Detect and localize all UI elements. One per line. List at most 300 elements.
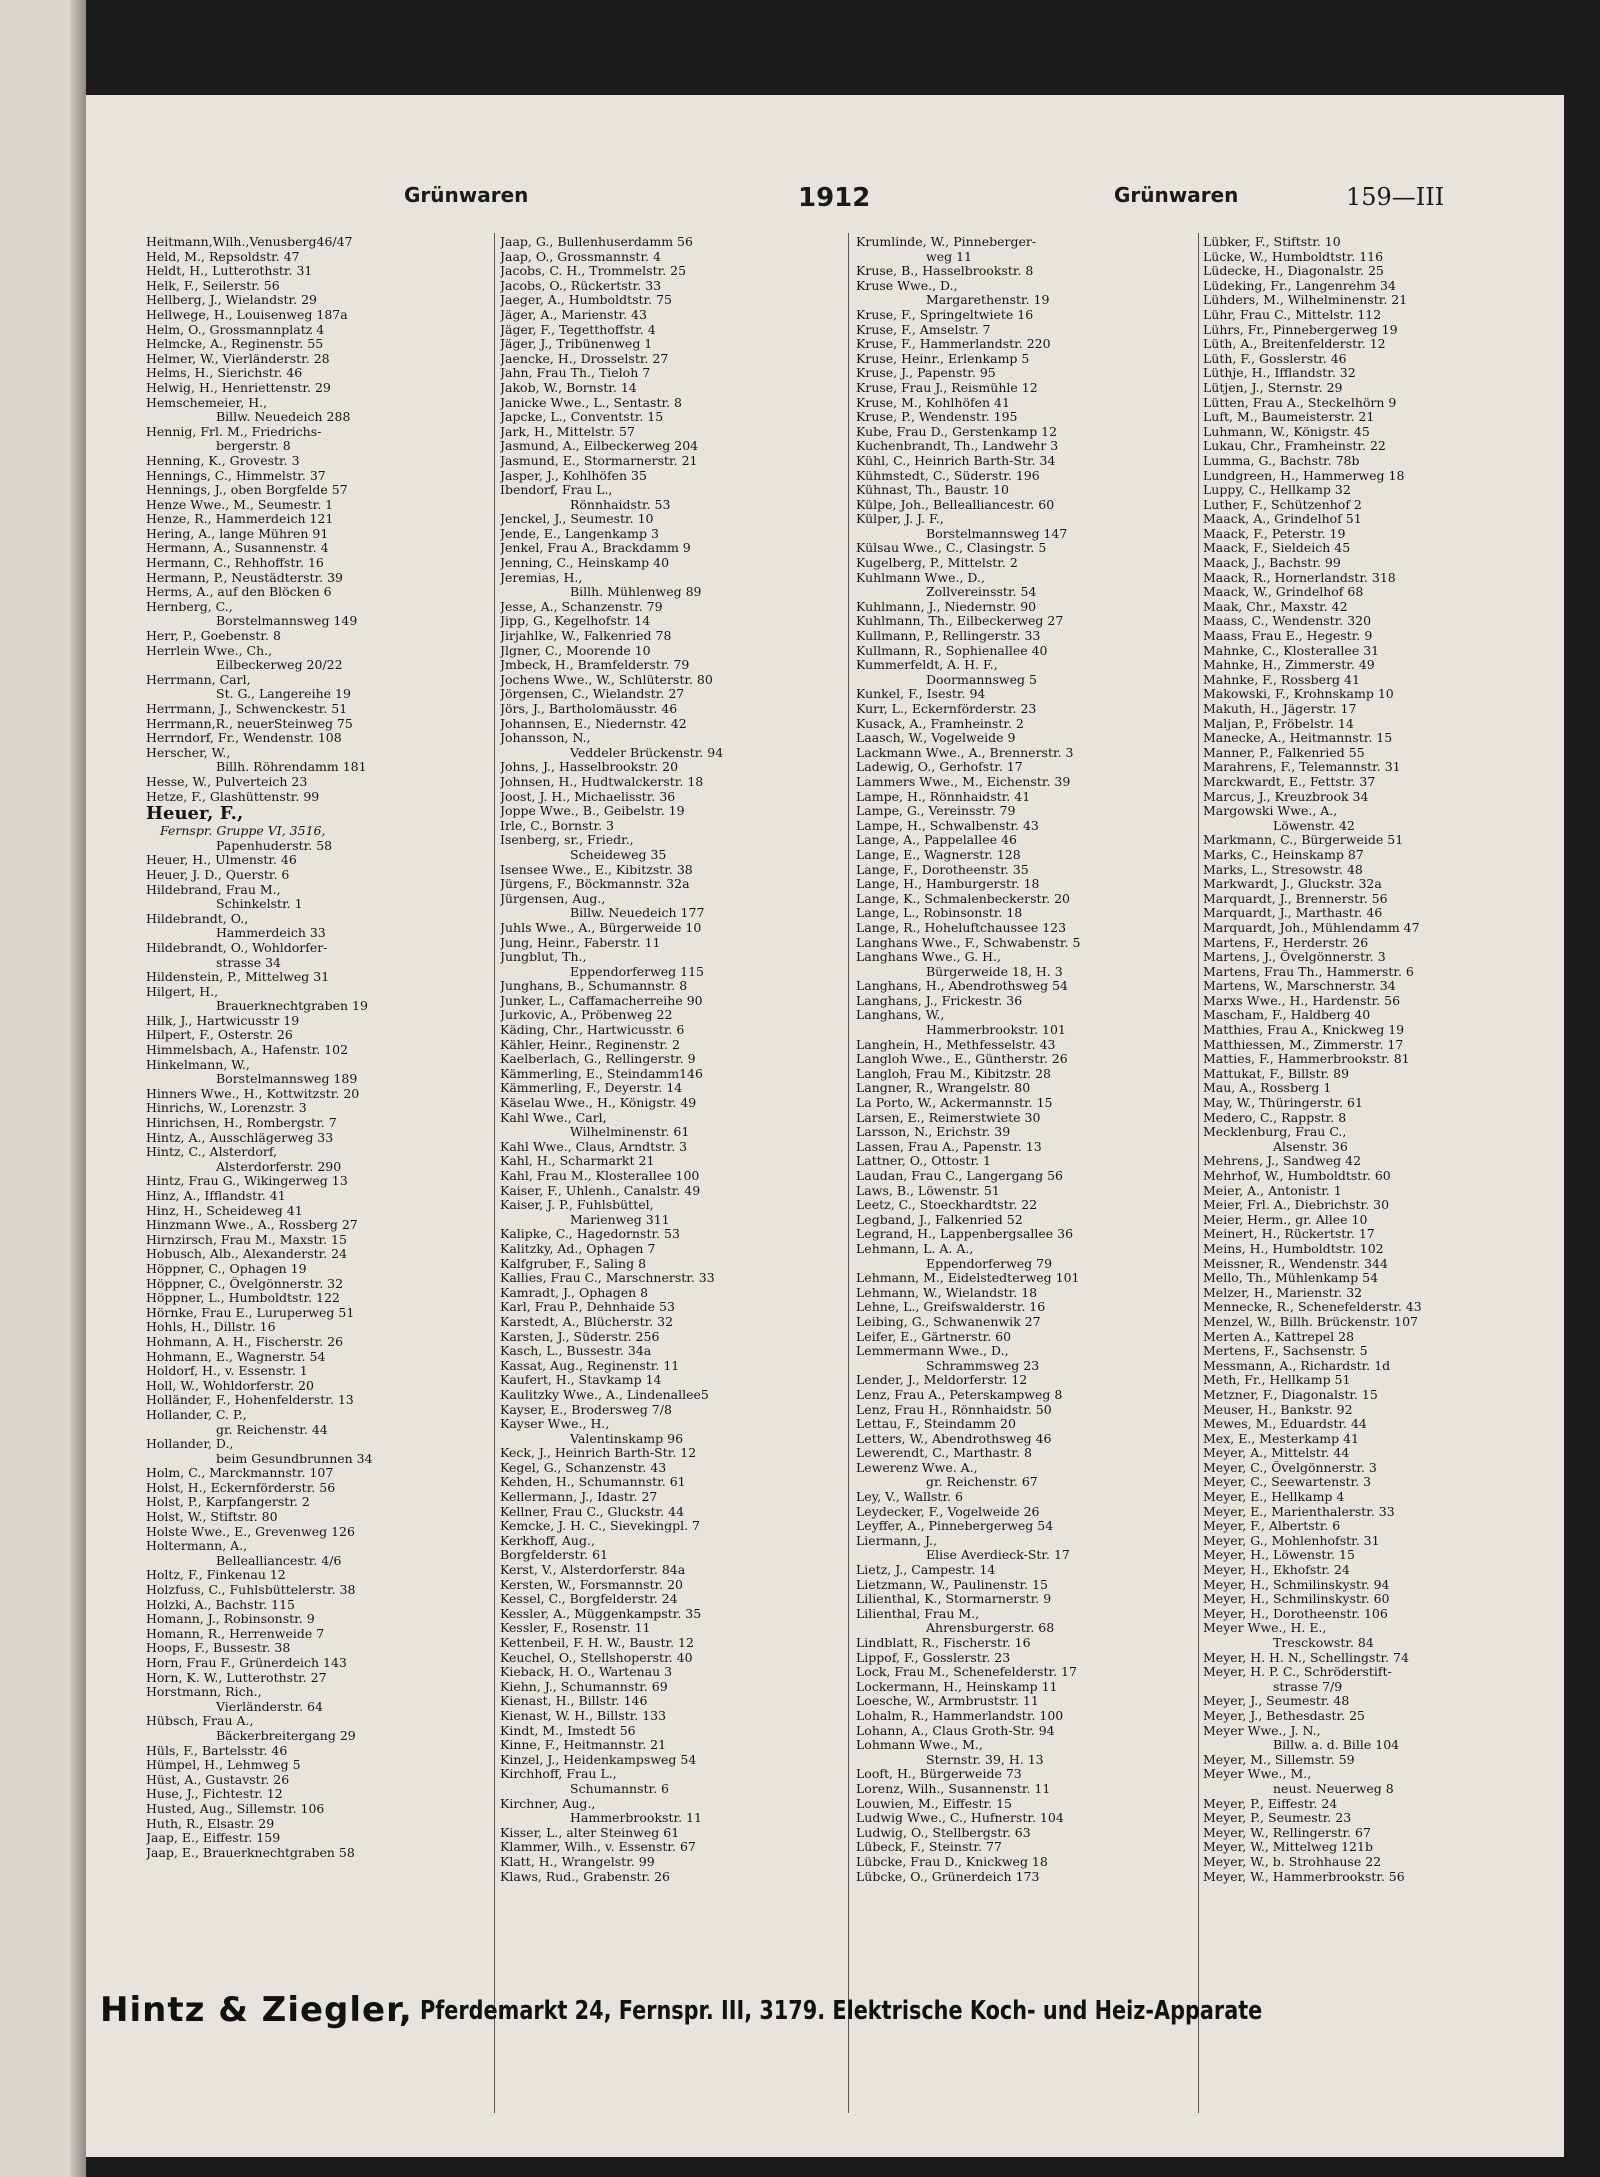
directory-entry: Laws, B., Löwenstr. 51 xyxy=(856,1183,1000,1198)
directory-entry: Janicke Wwe., L., Sentastr. 8 xyxy=(500,395,682,410)
directory-entry: Jirjahlke, W., Falkenried 78 xyxy=(500,629,672,644)
directory-entry: Langhans, H., Abendrothsweg 54 xyxy=(856,979,1068,994)
directory-entry: Helm, O., Grossmannplatz 4 xyxy=(146,322,325,337)
directory-entry: Meyer, H., Schmilinskystr. 60 xyxy=(1203,1592,1390,1607)
directory-entry: Lehne, L., Greifswalderstr. 16 xyxy=(856,1300,1046,1315)
directory-entry: Lübeck, F., Steinstr. 77 xyxy=(856,1840,1002,1855)
directory-entry: Kaelberlach, G., Rellingerstr. 9 xyxy=(500,1052,696,1067)
directory-entry: Jochens Wwe., W., Schlüterstr. 80 xyxy=(500,672,713,687)
directory-entry: Helwig, H., Henriettenstr. 29 xyxy=(146,380,331,395)
directory-entry: Letters, W., Abendrothsweg 46 xyxy=(856,1431,1052,1446)
directory-entry: Jäger, J., Tribünenweg 1 xyxy=(500,337,653,352)
directory-entry: La Porto, W., Ackermannstr. 15 xyxy=(856,1096,1053,1111)
directory-entry: Kegel, G., Schanzenstr. 43 xyxy=(500,1460,667,1475)
directory-entry: Jende, E., Langenkamp 3 xyxy=(500,526,659,541)
directory-entry: Holzfuss, C., Fuhlsbüttelerstr. 38 xyxy=(146,1583,356,1598)
directory-entry: Mertens, F., Sachsenstr. 5 xyxy=(1203,1344,1368,1359)
directory-entry: Meyer, H., Ekhofstr. 24 xyxy=(1203,1563,1350,1578)
directory-entry: Hemschemeier, H., xyxy=(146,395,268,410)
directory-entry: Jasmund, A., Eilbeckerweg 204 xyxy=(500,439,699,454)
directory-entry: Kusack, A., Framheinstr. 2 xyxy=(856,716,1024,731)
directory-entry: Hermann, A., Susannenstr. 4 xyxy=(146,541,329,556)
directory-entry: Martens, F., Herderstr. 26 xyxy=(1203,935,1369,950)
directory-entry: Kahl, Frau M., Klosterallee 100 xyxy=(500,1169,700,1183)
directory-entry: Elise Averdieck-Str. 17 xyxy=(926,1548,1070,1563)
directory-entry: Kummerfeldt, A. H. F., xyxy=(856,658,998,673)
directory-entry: Lüthje, H., Ifflandstr. 32 xyxy=(1203,366,1356,381)
directory-entry: Kämmerling, E., Steindamm146 xyxy=(500,1066,703,1081)
directory-entry: Borstelmannsweg 149 xyxy=(216,614,358,629)
directory-entry: Kallies, Frau C., Marschnerstr. 33 xyxy=(500,1271,715,1286)
directory-entry: Karl, Frau P., Dehnhaide 53 xyxy=(500,1300,675,1315)
directory-entry: Kassat, Aug., Reginenstr. 11 xyxy=(500,1358,680,1373)
directory-entry: Maljan, P., Fröbelstr. 14 xyxy=(1203,716,1354,731)
directory-entry: Mello, Th., Mühlenkamp 54 xyxy=(1203,1271,1379,1286)
directory-entry: Meyer, J., Bethesdastr. 25 xyxy=(1203,1708,1365,1723)
directory-entry: Hinrichsen, H., Rombergstr. 7 xyxy=(146,1116,337,1131)
directory-entry: Kinne, F., Heitmannstr. 21 xyxy=(500,1738,667,1753)
directory-entry: Menzel, W., Billh. Brückenstr. 107 xyxy=(1203,1314,1419,1329)
directory-entry: Jungblut, Th., xyxy=(500,950,587,965)
directory-entry: Kruse, F., Springeltwiete 16 xyxy=(856,307,1034,322)
directory-entry: Lohalm, R., Hammerlandstr. 100 xyxy=(856,1708,1064,1723)
directory-entry: Kaiser, F., Uhlenh., Canalstr. 49 xyxy=(500,1183,701,1198)
directory-entry: Kessler, A., Müggenkampstr. 35 xyxy=(500,1606,702,1621)
directory-entry: Lehmann, M., Eidelstedterweg 101 xyxy=(856,1271,1080,1286)
directory-entry: Meyer, C., Seewartenstr. 3 xyxy=(1203,1475,1372,1490)
facing-page-edge xyxy=(0,0,86,2177)
directory-entry: Marks, C., Heinskamp 87 xyxy=(1203,847,1364,862)
directory-entry: Lorenz, Wilh., Susannenstr. 11 xyxy=(856,1781,1051,1796)
directory-entry: Kuhlmann, Th., Eilbeckerweg 27 xyxy=(856,614,1064,629)
directory-entry: Joost, J. H., Michaelisstr. 36 xyxy=(500,789,676,804)
directory-entry: Makuth, H., Jägerstr. 17 xyxy=(1203,702,1357,716)
directory-entry: Heitmann,Wilh.,Venusberg46/47 xyxy=(146,235,353,249)
directory-entry: Legband, J., Falkenried 52 xyxy=(856,1212,1023,1227)
directory-entry: Lange, L., Robinsonstr. 18 xyxy=(856,906,1023,921)
directory-entry: Loesche, W., Armbruststr. 11 xyxy=(856,1694,1039,1709)
directory-entry: Jurkovic, A., Pröbenweg 22 xyxy=(500,1008,673,1023)
directory-entry: Helms, H., Sierichstr. 46 xyxy=(146,366,303,381)
directory-entry: Kähler, Heinr., Reginenstr. 2 xyxy=(500,1037,680,1052)
directory-entry: Hammerdeich 33 xyxy=(216,926,326,941)
directory-entry: Hohmann, E., Wagnerstr. 54 xyxy=(146,1349,326,1364)
directory-entry: Lampe, G., Vereinsstr. 79 xyxy=(856,804,1016,819)
directory-entry: Horstmann, Rich., xyxy=(146,1685,262,1700)
directory-entry: Mahnke, C., Klosterallee 31 xyxy=(1203,643,1380,658)
directory-entry: Meyer Wwe., M., xyxy=(1203,1767,1312,1782)
directory-entry: Keuchel, O., Stellshoperstr. 40 xyxy=(500,1650,693,1665)
directory-entry: Mewes, M., Eduardstr. 44 xyxy=(1203,1417,1367,1432)
directory-entry: Rönnhaidstr. 53 xyxy=(570,497,671,512)
directory-entry: Maass, Frau E., Hegestr. 9 xyxy=(1203,629,1373,644)
directory-entry: Lender, J., Meldorferstr. 12 xyxy=(856,1373,1028,1388)
directory-entry: Hetze, F., Glashüttenstr. 99 xyxy=(146,789,320,804)
directory-entry: Metzner, F., Diagonalstr. 15 xyxy=(1203,1387,1378,1402)
directory-entry: Lukau, Chr., Framheinstr. 22 xyxy=(1203,439,1386,454)
directory-entry: Külpe, Joh., Bellealliancestr. 60 xyxy=(856,497,1055,512)
directory-entry: Marcus, J., Kreuzbrook 34 xyxy=(1203,789,1369,804)
directory-entry: Luther, F., Schützenhof 2 xyxy=(1203,497,1362,512)
directory-entry: Jesse, A., Schanzenstr. 79 xyxy=(500,599,663,614)
directory-entry: Klaws, Rud., Grabenstr. 26 xyxy=(500,1869,670,1884)
directory-entry: Leetz, C., Stoeckhardtstr. 22 xyxy=(856,1198,1038,1213)
directory-entry: Ibendorf, Frau L., xyxy=(500,483,613,498)
directory-entry: Luhmann, W., Königstr. 45 xyxy=(1203,424,1370,439)
directory-entry: Margarethenstr. 19 xyxy=(926,293,1050,308)
directory-entry: Kaufert, H., Stavkamp 14 xyxy=(500,1373,662,1388)
directory-entry: Kienast, W. H., Billstr. 133 xyxy=(500,1708,667,1723)
directory-entry: Kruse, M., Kohlhöfen 41 xyxy=(856,395,1010,410)
directory-entry: Jenning, C., Heinskamp 40 xyxy=(500,556,670,571)
directory-entry: Karstedt, A., Blücherstr. 32 xyxy=(500,1314,674,1329)
directory-entry: Meyer, P., Seumestr. 23 xyxy=(1203,1811,1352,1826)
directory-entry: Kessler, F., Rosenstr. 11 xyxy=(500,1621,651,1636)
directory-entry: Marahrens, F., Telemannstr. 31 xyxy=(1203,760,1401,775)
directory-entry: Markwardt, J., Gluckstr. 32a xyxy=(1203,877,1382,892)
directory-entry: Valentinskamp 96 xyxy=(570,1431,684,1446)
directory-entry: Hübsch, Frau A., xyxy=(146,1714,254,1729)
directory-entry: Meyer, E., Marienthalerstr. 33 xyxy=(1203,1504,1395,1519)
directory-entry: Holm, C., Marckmannstr. 107 xyxy=(146,1466,334,1481)
directory-entry: Hennig, Frl. M., Friedrichs- xyxy=(146,424,322,439)
directory-entry: Mennecke, R., Schenefelderstr. 43 xyxy=(1203,1300,1422,1315)
directory-column-3 xyxy=(856,235,1194,2125)
directory-entry: Lumma, G., Bachstr. 78b xyxy=(1203,453,1360,468)
directory-entry: Külper, J. J. F., xyxy=(856,512,944,527)
directory-entry: Lilienthal, Frau M., xyxy=(856,1606,980,1621)
directory-entry: St. G., Langereihe 19 xyxy=(216,687,351,702)
directory-entry: Zollvereinsstr. 54 xyxy=(926,585,1037,600)
directory-entry: Lindblatt, R., Fischerstr. 16 xyxy=(856,1636,1031,1650)
directory-entry: Kurr, L., Eckernförderstr. 23 xyxy=(856,702,1037,716)
directory-entry: Kullmann, P., Rellingerstr. 33 xyxy=(856,629,1041,644)
directory-entry: Meyer, F., Albertstr. 6 xyxy=(1203,1519,1341,1534)
directory-entry: Mahnke, H., Zimmerstr. 49 xyxy=(1203,658,1375,673)
directory-entry: Luft, M., Baumeisterstr. 21 xyxy=(1203,410,1375,425)
directory-entry: Meier, Herm., gr. Allee 10 xyxy=(1203,1212,1368,1227)
directory-entry: Lohann, A., Claus Groth-Str. 94 xyxy=(856,1723,1055,1738)
directory-entry: Kühl, C., Heinrich Barth-Str. 34 xyxy=(856,453,1056,468)
directory-entry: Mau, A., Rossberg 1 xyxy=(1203,1081,1332,1096)
directory-entry: Jakob, W., Bornstr. 14 xyxy=(500,380,637,395)
directory-entry: Lange, H., Hamburgerstr. 18 xyxy=(856,877,1040,892)
directory-entry: Jasper, J., Kohlhöfen 35 xyxy=(500,468,647,483)
directory-entry: Leibing, G., Schwanenwik 27 xyxy=(856,1314,1041,1329)
directory-entry: Höppner, C., Övelgönnerstr. 32 xyxy=(146,1276,344,1291)
running-head-right: Grünwaren xyxy=(1114,183,1239,207)
directory-entry: Johansson, N., xyxy=(500,731,591,746)
directory-entry: Scheideweg 35 xyxy=(570,847,667,862)
directory-entry: Isensee Wwe., E., Kibitzstr. 38 xyxy=(500,862,693,877)
directory-entry: Larsen, E., Reimerstwiete 30 xyxy=(856,1110,1041,1125)
directory-entry: Kirchhoff, Frau L., xyxy=(500,1767,617,1782)
running-head-left: Grünwaren xyxy=(404,183,529,207)
directory-entry: Mahnke, F., Rossberg 41 xyxy=(1203,672,1360,687)
directory-entry: Hümpel, H., Lehmweg 5 xyxy=(146,1758,301,1773)
running-head xyxy=(86,183,1564,217)
directory-entry: Helk, F., Seilerstr. 56 xyxy=(146,278,280,293)
directory-entry: Meyer, H., Löwenstr. 15 xyxy=(1203,1548,1355,1563)
directory-entry: Hilpert, F., Osterstr. 26 xyxy=(146,1028,293,1043)
directory-entry: Langhans, W., xyxy=(856,1008,945,1023)
directory-entry: Jaap, E., Eiffestr. 159 xyxy=(146,1831,281,1846)
directory-entry: Herrlein Wwe., Ch., xyxy=(146,643,273,658)
directory-entry: Langhans Wwe., G. H., xyxy=(856,950,1001,965)
directory-entry: Holste Wwe., E., Grevenweg 126 xyxy=(146,1524,355,1539)
directory-entry: Joppe Wwe., B., Geibelstr. 19 xyxy=(500,804,685,819)
directory-entry: Meyer, M., Sillemstr. 59 xyxy=(1203,1752,1355,1767)
directory-entry: Borgfelderstr. 61 xyxy=(500,1548,608,1563)
directory-entry: Juhls Wwe., A., Bürgerweide 10 xyxy=(500,920,702,935)
directory-entry: Hintz, Frau G., Wikingerweg 13 xyxy=(146,1174,348,1189)
directory-entry: Mecklenburg, Frau C., xyxy=(1203,1125,1347,1140)
directory-entry: Hildenstein, P., Mittelweg 31 xyxy=(146,970,330,985)
directory-entry: strasse 7/9 xyxy=(1273,1679,1343,1694)
directory-entry: Hellberg, J., Wielandstr. 29 xyxy=(146,293,317,308)
directory-entry: Kerst, V., Alsterdorferstr. 84a xyxy=(500,1563,686,1578)
directory-entry: Kirchner, Aug., xyxy=(500,1796,596,1811)
directory-entry: Meyer, H. H. N., Schellingstr. 74 xyxy=(1203,1650,1409,1665)
directory-entry: Legrand, H., Lappenbergsallee 36 xyxy=(856,1227,1074,1242)
directory-entry: Kalfgruber, F., Saling 8 xyxy=(500,1256,647,1271)
directory-entry: Langner, R., Wrangelstr. 80 xyxy=(856,1081,1031,1096)
directory-entry: Veddeler Brückenstr. 94 xyxy=(570,745,724,760)
directory-entry: Maack, A., Grindelhof 51 xyxy=(1203,512,1362,527)
directory-entry: Looft, H., Bürgerweide 73 xyxy=(856,1767,1022,1782)
directory-entry: Jark, H., Mittelstr. 57 xyxy=(500,424,635,439)
directory-entry: Meissner, R., Wendenstr. 344 xyxy=(1203,1256,1388,1271)
directory-entry: Helmcke, A., Reginenstr. 55 xyxy=(146,337,324,352)
directory-entry: Kasch, L., Bussestr. 34a xyxy=(500,1344,652,1359)
directory-entry: Jörgensen, C., Wielandstr. 27 xyxy=(500,687,685,702)
directory-entry: Meyer, H., Dorotheenstr. 106 xyxy=(1203,1606,1388,1621)
directory-entry: Matthiessen, M., Zimmerstr. 17 xyxy=(1203,1037,1404,1052)
directory-entry: Brauerknechtgraben 19 xyxy=(216,999,368,1014)
directory-entry: Lange, E., Wagnerstr. 128 xyxy=(856,847,1021,862)
directory-entry: Löwenstr. 42 xyxy=(1273,818,1355,833)
directory-entry: Huth, R., Elsastr. 29 xyxy=(146,1816,275,1831)
directory-entry: Heuer, F., xyxy=(146,804,244,825)
directory-entry: Hennings, C., Himmelstr. 37 xyxy=(146,468,326,483)
directory-entry: Hintz, C., Alsterdorf, xyxy=(146,1145,278,1160)
directory-entry: Jasmund, E., Stormarnerstr. 21 xyxy=(500,453,698,468)
directory-entry: Lange, R., Hoheluftchaussee 123 xyxy=(856,920,1067,935)
page-number: 159—III xyxy=(1346,183,1445,211)
directory-entry: Hermann, P., Neustädterstr. 39 xyxy=(146,570,343,585)
directory-entry: Kersten, W., Forsmannstr. 20 xyxy=(500,1577,683,1592)
directory-entry: Kindt, M., Imstedt 56 xyxy=(500,1723,636,1738)
directory-entry: Lübcke, Frau D., Knickweg 18 xyxy=(856,1854,1048,1869)
directory-entry: Holst, H., Eckernförderstr. 56 xyxy=(146,1480,336,1495)
directory-entry: Mascham, F., Haldberg 40 xyxy=(1203,1008,1371,1023)
directory-entry: Meyer Wwe., J. N., xyxy=(1203,1723,1321,1738)
directory-entry: Liermann, J., xyxy=(856,1533,938,1548)
directory-entry: Leydecker, F., Vogelweide 26 xyxy=(856,1504,1040,1519)
directory-entry: Hermann, C., Rehhoffstr. 16 xyxy=(146,556,324,571)
directory-entry: Lemmermann Wwe., D., xyxy=(856,1344,1009,1359)
directory-entry: Mex, E., Mesterkamp 41 xyxy=(1203,1431,1360,1446)
directory-entry: Alsterdorferstr. 290 xyxy=(216,1159,342,1174)
directory-entry: Huse, J., Fichtestr. 12 xyxy=(146,1787,283,1802)
directory-entry: Kruse, Frau J., Reismühle 12 xyxy=(856,380,1038,395)
directory-entry: Lüth, A., Breitenfelderstr. 12 xyxy=(1203,337,1386,352)
directory-entry: Marienweg 311 xyxy=(570,1212,670,1227)
directory-entry: Meyer Wwe., H. E., xyxy=(1203,1621,1327,1636)
directory-entry: Kehden, H., Schumannstr. 61 xyxy=(500,1475,686,1490)
directory-entry: Jung, Heinr., Faberstr. 11 xyxy=(500,935,661,950)
directory-entry: Herrmann, Carl, xyxy=(146,672,251,687)
directory-entry: Meyer, W., b. Strohhause 22 xyxy=(1203,1854,1382,1869)
directory-entry: Hilk, J., Hartwicusstr 19 xyxy=(146,1013,300,1028)
directory-entry: Lübker, F., Stiftstr. 10 xyxy=(1203,235,1341,249)
directory-entry: Lammers Wwe., M., Eichenstr. 39 xyxy=(856,774,1071,789)
directory-entry: Kieback, H. O., Wartenau 3 xyxy=(500,1665,673,1680)
directory-entry: Horn, K. W., Lutterothstr. 27 xyxy=(146,1670,327,1685)
directory-entry: Langhans, J., Frickestr. 36 xyxy=(856,993,1023,1008)
directory-entry: Lenz, Frau A., Peterskampweg 8 xyxy=(856,1387,1063,1402)
directory-entry: Herrmann,R., neuerSteinweg 75 xyxy=(146,716,353,731)
directory-entry: Vierländerstr. 64 xyxy=(216,1699,323,1714)
directory-entry: Hesse, W., Pulverteich 23 xyxy=(146,774,308,789)
directory-entry: Kaulitzky Wwe., A., Lindenallee5 xyxy=(500,1387,709,1402)
directory-entry: Herms, A., auf den Blöcken 6 xyxy=(146,585,332,600)
directory-entry: Hildebrandt, O., xyxy=(146,911,249,926)
directory-entry: Matthies, Frau A., Knickweg 19 xyxy=(1203,1023,1405,1038)
column-divider xyxy=(1198,233,1199,2113)
directory-entry: Margowski Wwe., A., xyxy=(1203,804,1338,819)
directory-entry: Kinzel, J., Heidenkampsweg 54 xyxy=(500,1752,697,1767)
directory-entry: Larsson, N., Erichstr. 39 xyxy=(856,1125,1011,1140)
directory-entry: Heuer, J. D., Querstr. 6 xyxy=(146,867,290,882)
directory-entry: Jäger, A., Marienstr. 43 xyxy=(500,307,647,322)
directory-entry: Kämmerling, F., Deyerstr. 14 xyxy=(500,1081,683,1096)
directory-entry: Külsau Wwe., C., Clasingstr. 5 xyxy=(856,541,1047,556)
directory-entry: Kullmann, R., Sophienallee 40 xyxy=(856,643,1048,658)
directory-entry: Meyer, J., Seumestr. 48 xyxy=(1203,1694,1350,1709)
directory-entry: Marxs Wwe., H., Hardenstr. 56 xyxy=(1203,993,1401,1008)
directory-entry: Horn, Frau F., Grünerdeich 143 xyxy=(146,1656,347,1670)
directory-entry: strasse 34 xyxy=(216,955,281,970)
directory-entry: Isenberg, sr., Friedr., xyxy=(500,833,634,848)
directory-entry: Lüdeking, Fr., Langenrehm 34 xyxy=(1203,278,1396,293)
directory-entry: Jäger, F., Tegetthoffstr. 4 xyxy=(500,322,656,337)
directory-entry: Jenkel, Frau A., Brackdamm 9 xyxy=(500,541,691,556)
directory-entry: Holtermann, A., xyxy=(146,1539,248,1554)
directory-entry: Jeremias, H., xyxy=(500,570,583,585)
directory-entry: Lundgreen, H., Hammerweg 18 xyxy=(1203,468,1405,483)
directory-entry: Maack, J., Bachstr. 99 xyxy=(1203,556,1341,571)
directory-entry: Markmann, C., Bürgerweide 51 xyxy=(1203,833,1404,848)
directory-entry: Kalitzky, Ad., Ophagen 7 xyxy=(500,1241,656,1256)
directory-entry: Doormannsweg 5 xyxy=(926,672,1037,687)
directory-entry: Manner, P., Falkenried 55 xyxy=(1203,745,1365,760)
directory-entry: Jipp, G., Kegelhofstr. 14 xyxy=(500,614,651,629)
advertisement-text: Pferdemarkt 24, Fernspr. III, 3179. Elektrische Koch- und Heiz-Apparate xyxy=(420,1996,1263,2026)
directory-entry: Klatt, H., Wrangelstr. 99 xyxy=(500,1854,655,1869)
directory-entry: Kellermann, J., Idastr. 27 xyxy=(500,1490,658,1505)
directory-entry: Karsten, J., Süderstr. 256 xyxy=(500,1329,660,1344)
directory-entry: Herscher, W., xyxy=(146,745,231,760)
directory-entry: Kaiser, J. P., Fuhlsbüttel, xyxy=(500,1198,654,1213)
directory-entry: Jaencke, H., Drosselstr. 27 xyxy=(500,351,669,366)
directory-entry: Klammer, Wilh., v. Essenstr. 67 xyxy=(500,1840,696,1855)
directory-entry: Marquardt, J., Brennerstr. 56 xyxy=(1203,891,1388,906)
directory-entry: Kemcke, J. H. C., Sievekingpl. 7 xyxy=(500,1519,700,1534)
directory-entry: Keck, J., Heinrich Barth-Str. 12 xyxy=(500,1446,697,1461)
directory-entry: Billh. Mühlenweg 89 xyxy=(570,585,702,600)
directory-entry: Hellwege, H., Louisenweg 187a xyxy=(146,307,348,322)
directory-entry: Kalipke, C., Hagedornstr. 53 xyxy=(500,1227,680,1242)
directory-entry: Helmer, W., Vierländerstr. 28 xyxy=(146,351,330,366)
directory-entry: Herrndorf, Fr., Wendenstr. 108 xyxy=(146,731,342,746)
directory-entry: Martens, J., Övelgönnerstr. 3 xyxy=(1203,950,1386,965)
directory-page xyxy=(86,95,1564,2157)
directory-entry: Kayser, E., Brodersweg 7/8 xyxy=(500,1402,672,1417)
directory-entry: Henze Wwe., M., Seumestr. 1 xyxy=(146,497,334,512)
directory-entry: Makowski, F., Krohnskamp 10 xyxy=(1203,687,1394,702)
directory-entry: Meins, H., Humboldtstr. 102 xyxy=(1203,1241,1384,1256)
directory-entry: Hintz, A., Ausschlägerweg 33 xyxy=(146,1130,334,1145)
directory-entry: gr. Reichenstr. 44 xyxy=(216,1422,328,1437)
directory-entry: Ley, V., Wallstr. 6 xyxy=(856,1490,963,1505)
directory-entry: Holzki, A., Bachstr. 115 xyxy=(146,1597,296,1612)
directory-entry: Meyer, W., Hammerbrookstr. 56 xyxy=(1203,1869,1405,1884)
directory-entry: Homann, R., Herrenweide 7 xyxy=(146,1626,325,1641)
directory-entry: Herrmann, J., Schwenckestr. 51 xyxy=(146,702,348,716)
directory-entry: weg 11 xyxy=(926,249,972,264)
directory-entry: Lock, Frau M., Schenefelderstr. 17 xyxy=(856,1665,1077,1680)
directory-entry: Eilbeckerweg 20/22 xyxy=(216,658,343,673)
directory-entry: Marquardt, Joh., Mühlendamm 47 xyxy=(1203,920,1420,935)
directory-entry: Hering, A., lange Mühren 91 xyxy=(146,526,329,541)
directory-entry: Borstelmannsweg 147 xyxy=(926,526,1068,541)
directory-entry: Messmann, A., Richardstr. 1d xyxy=(1203,1358,1391,1373)
directory-entry: Lohmann Wwe., M., xyxy=(856,1738,983,1753)
directory-entry: Husted, Aug., Sillemstr. 106 xyxy=(146,1801,325,1816)
directory-entry: May, W., Thüringerstr. 61 xyxy=(1203,1096,1363,1111)
directory-entry: Lippof, F., Gosslerstr. 23 xyxy=(856,1650,1011,1665)
directory-entry: Jmbeck, H., Bramfelderstr. 79 xyxy=(500,658,690,673)
directory-entry: Lackmann Wwe., A., Brennerstr. 3 xyxy=(856,745,1074,760)
directory-entry: Lattner, O., Ottostr. 1 xyxy=(856,1154,991,1169)
directory-entry: Billh. Röhrendamm 181 xyxy=(216,760,367,775)
directory-entry: Laasch, W., Vogelweide 9 xyxy=(856,731,1016,746)
directory-entry: Holl, W., Wohldorferstr. 20 xyxy=(146,1378,314,1393)
directory-entry: Kiehn, J., Schumannstr. 69 xyxy=(500,1679,668,1694)
directory-entry: Bürgerweide 18, H. 3 xyxy=(926,964,1063,979)
directory-entry: neust. Neuerweg 8 xyxy=(1273,1781,1394,1796)
directory-entry: Höppner, C., Ophagen 19 xyxy=(146,1261,307,1276)
directory-entry: Meyer, H. P. C., Schröderstift- xyxy=(1203,1665,1392,1680)
directory-entry: Hinners Wwe., H., Kottwitzstr. 20 xyxy=(146,1086,360,1101)
directory-entry: Kerkhoff, Aug., xyxy=(500,1533,595,1548)
directory-entry: Lüth, F., Gosslerstr. 46 xyxy=(1203,351,1347,366)
directory-entry: Bellealliancestr. 4/6 xyxy=(216,1553,342,1568)
directory-entry: Lühders, M., Wilhelminenstr. 21 xyxy=(1203,293,1408,308)
directory-column-1 xyxy=(146,235,491,2125)
directory-entry: Meyer, H., Schmilinskystr. 94 xyxy=(1203,1577,1390,1592)
directory-entry: Kettenbeil, F. H. W., Baustr. 12 xyxy=(500,1636,694,1650)
directory-entry: Borstelmannsweg 189 xyxy=(216,1072,358,1087)
directory-entry: Ladewig, O., Gerhofstr. 17 xyxy=(856,760,1023,775)
directory-entry: Holländer, F., Hohenfelderstr. 13 xyxy=(146,1393,354,1408)
directory-entry: Kühnast, Th., Baustr. 10 xyxy=(856,483,1009,498)
directory-entry: Kruse, J., Papenstr. 95 xyxy=(856,366,996,381)
directory-entry: Langloh, Frau M., Kibitzstr. 28 xyxy=(856,1066,1052,1081)
directory-entry: Held, M., Repsoldstr. 47 xyxy=(146,249,300,264)
directory-entry: Hennings, J., oben Borgfelde 57 xyxy=(146,483,348,498)
